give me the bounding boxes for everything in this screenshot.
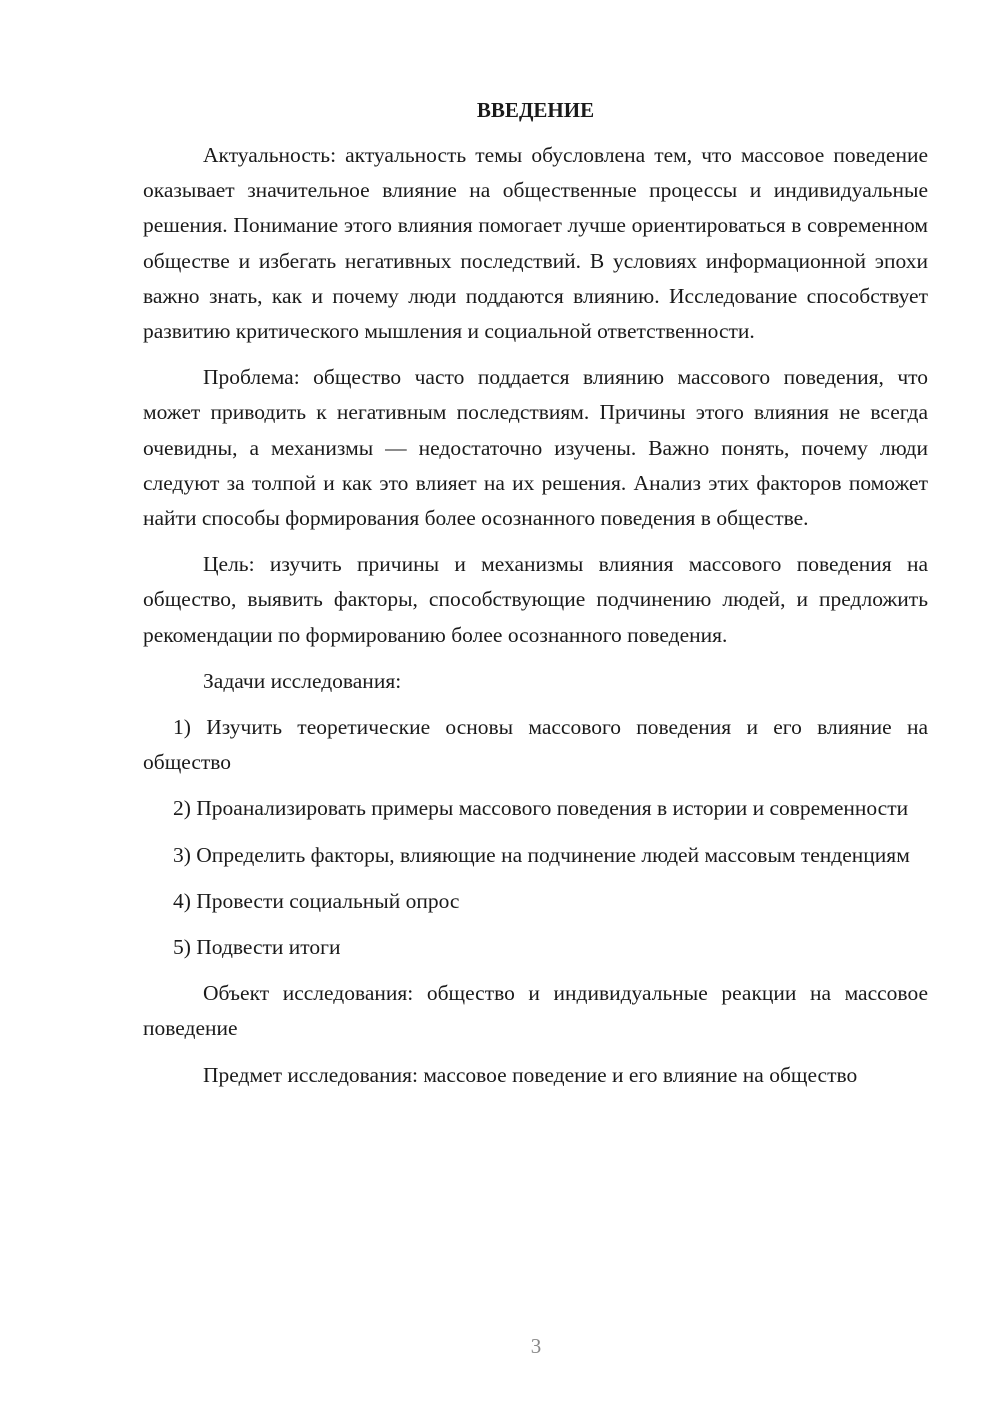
paragraph-problem: Проблема: общество часто поддается влиянию массового поведения, что может приводить к негативным последствиям. Причины этого влияния не всегда очевидны, а механизмы — недостаточно изучены. Важно понять, почему люди следуют за толпой и как это влияет на их решения. Анализ этих факторов поможет найти способы формирования более осознанного поведения в обществе. — [143, 365, 928, 531]
task-item-4: 4) Провести социальный опрос — [173, 888, 460, 913]
task-item-2: 2) Проанализировать примеры массового поведения в истории и современности — [173, 796, 909, 821]
paragraph-goal: Цель: изучить причины и механизмы влияния массового поведения на общество, выявить факторы, способствующие подчинению людей, и предложить рекомендации по формированию более осознанного поведения. — [143, 552, 928, 647]
paragraph-tasks-heading: Задачи исследования: — [203, 668, 402, 693]
paragraph-subject: Предмет исследования: массовое поведение и его влияние на общество — [203, 1062, 858, 1087]
section-title: ВВЕДЕНИЕ — [476, 98, 595, 122]
paragraph-object: Объект исследования: общество и индивидуальные реакции на массовое поведение — [143, 981, 928, 1041]
page-content — [143, 94, 928, 1104]
page-number: 3 — [530, 1334, 542, 1358]
paragraph-relevance: Актуальность: актуальность темы обусловлена тем, что массовое поведение оказывает значительное влияние на общественные процессы и индивидуальные решения. Понимание этого влияния помогает лучше ориентироваться в современном обществе и избегать негативных последствий. В условиях информационной эпохи важно знать, как и почему люди поддаются влиянию. Исследование способствует развитию критического мышления и социальной ответственности. — [143, 143, 928, 344]
task-item-3: 3) Определить факторы, влияющие на подчинение людей массовым тенденциям — [173, 842, 910, 867]
task-item-5: 5) Подвести итоги — [173, 935, 341, 960]
task-item-1: 1) Изучить теоретические основы массового поведения и его влияние на общество — [143, 715, 928, 775]
